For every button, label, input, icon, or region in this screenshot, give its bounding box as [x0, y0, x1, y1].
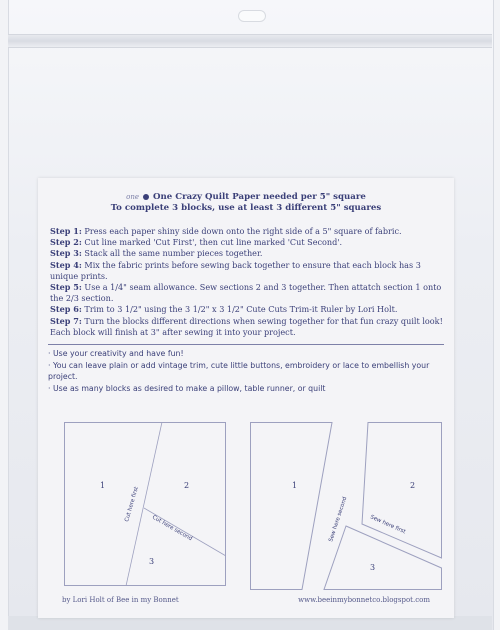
d2-piece-3-label: 3 — [370, 563, 376, 572]
bag-bottom-edge — [8, 616, 492, 630]
hang-hole — [238, 10, 266, 22]
instruction-sheet — [38, 178, 454, 618]
d2-piece-1-shape — [251, 423, 333, 590]
d2-piece-1-label: 1 — [292, 481, 298, 490]
footer-website: www.beeinmybonnetco.blogspot.com — [298, 596, 430, 604]
bee-logo-icon — [143, 194, 149, 200]
d2-piece-2-shape — [362, 423, 442, 559]
d1-piece-3-label: 3 — [149, 557, 155, 566]
sheet-header — [38, 192, 454, 214]
d1-cut-second-label: Cut here second — [151, 514, 193, 543]
step-6: Step 6: Trim to 3 1/2" using the 3 1/2" x 3 1/2" Cute Cuts Trim-it Ruler by Lori Holt. — [50, 304, 398, 315]
footer-author: by Lori Holt of Bee in my Bonnet — [62, 596, 179, 604]
header-line-1: one One Crazy Quilt Paper needed per 5" square — [126, 192, 366, 202]
tip-2: · You can leave plain or add vintage trim, cute little buttons, embroidery or lace to embellish your project. — [48, 360, 430, 382]
step-1: Step 1: Press each paper shiny side down onto the right side of a 5" square of fabric. — [50, 226, 402, 236]
scribble-text: one — [126, 193, 140, 201]
step-3: Step 3: Stack all the same number pieces together. — [50, 248, 263, 259]
d1-piece-2-label: 2 — [184, 481, 190, 490]
d2-piece-3-shape — [324, 526, 442, 590]
sew-diagram — [250, 422, 442, 590]
step-2: Step 2: Cut line marked 'Cut First', then cut line marked 'Cut Second'. — [50, 237, 343, 248]
d1-cut-first-label: Cut here first — [124, 486, 140, 523]
step-7: Step 7: Turn the blocks different directions when sewing together for that fun crazy quilt look! Each block will finish at 3" after sewing it into your project. — [50, 315, 443, 337]
d2-sew-second-label: Sew here second — [328, 496, 349, 543]
tips-list — [48, 344, 444, 394]
diagram1-square — [65, 423, 226, 586]
header-line-2: To complete 3 blocks, use at least 3 different 5" squares — [110, 203, 382, 213]
d2-piece-2-label: 2 — [410, 481, 416, 490]
d1-piece-1-label: 1 — [100, 481, 106, 490]
tip-3: · Use as many blocks as desired to make a pillow, table runner, or quilt — [48, 383, 326, 393]
cut-diagram — [64, 422, 226, 586]
step-4: Step 4: Mix the fabric prints before sewing back together to ensure that each block has 3 unique prints. — [50, 259, 421, 281]
zip-seal — [8, 34, 492, 48]
step-5: Step 5: Use a 1/4" seam allowance. Sew sections 2 and 3 together. Then attatch section 1 onto the 2/3 section. — [50, 282, 442, 304]
steps-list — [50, 226, 444, 338]
tip-1: · Use your creativity and have fun! — [48, 349, 184, 359]
d2-sew-first-label: Sew here first — [369, 514, 407, 536]
